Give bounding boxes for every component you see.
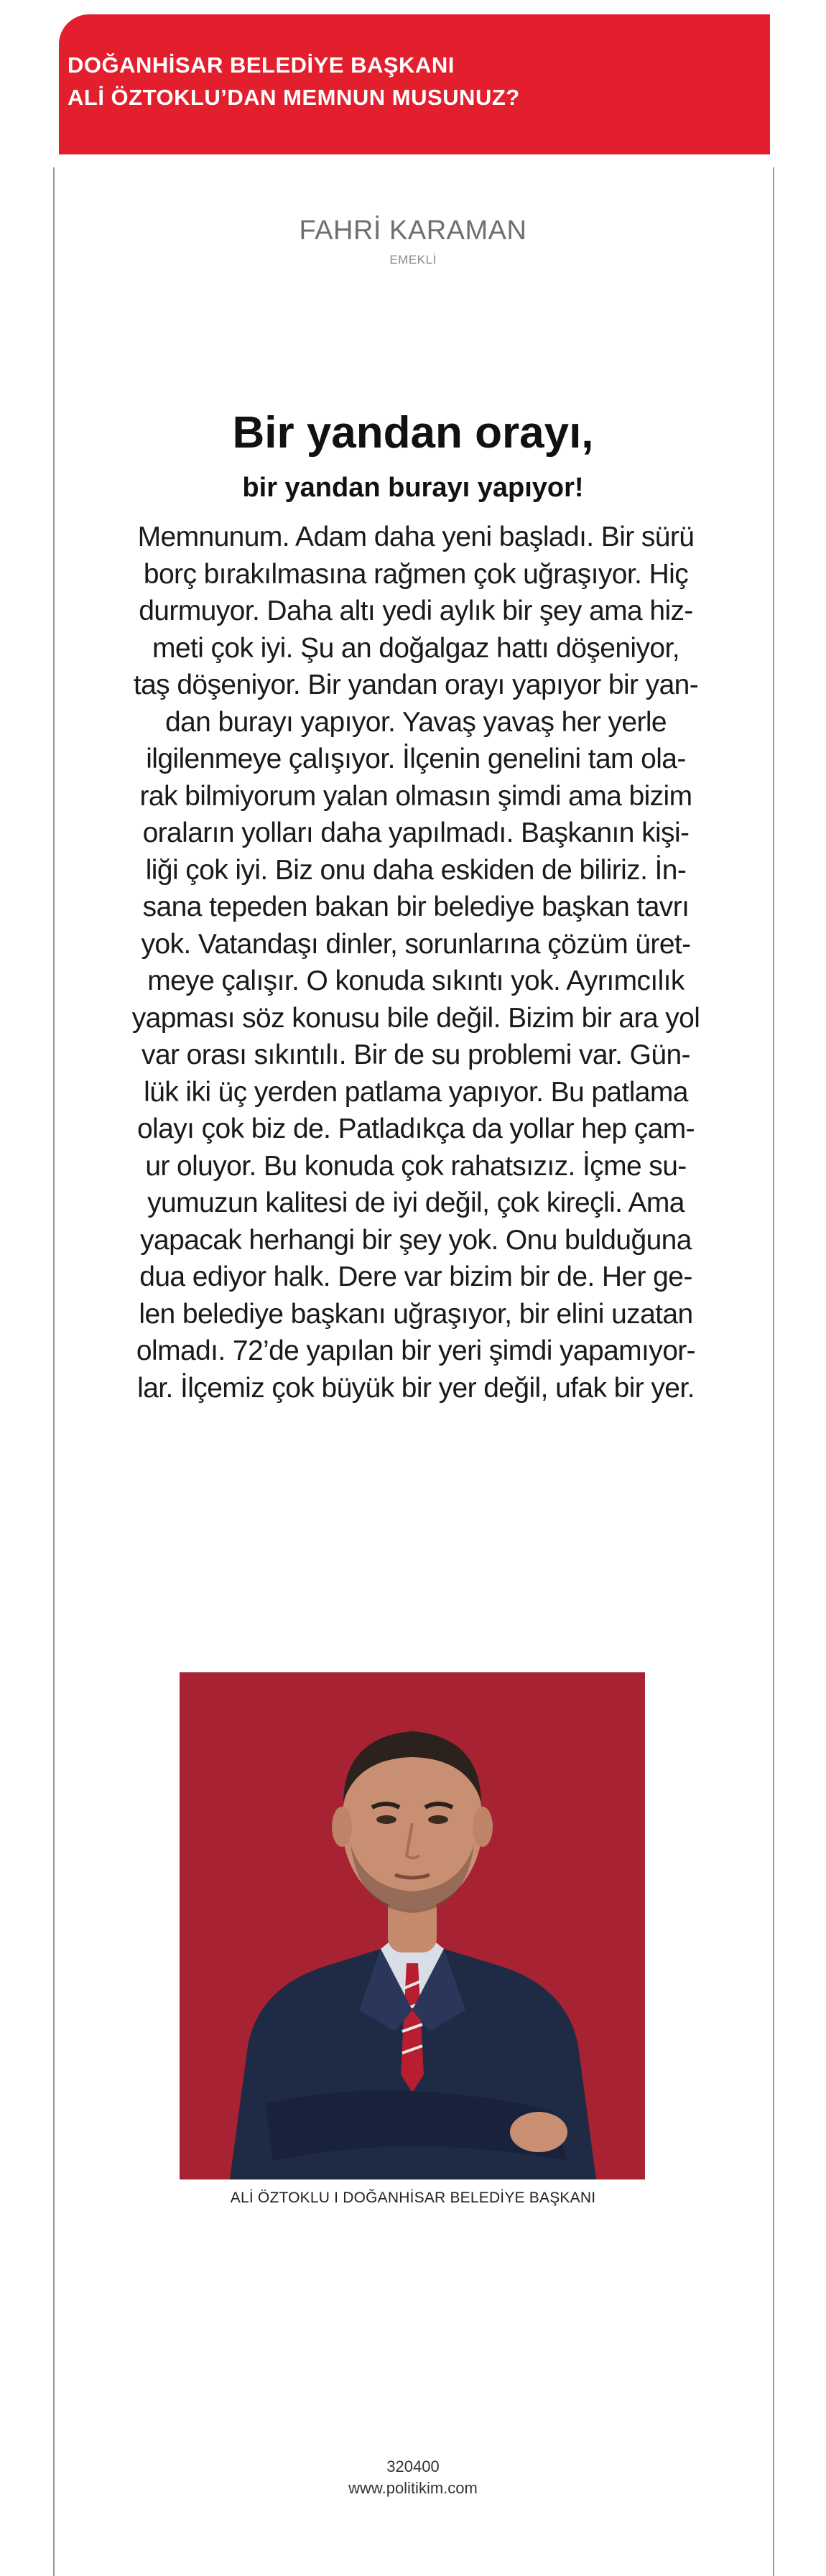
author-role: EMEKLİ (389, 253, 437, 267)
article-body-line: dan burayı yapıyor. Yavaş yavaş her yerle (164, 706, 667, 738)
article-subheadline: bir yandan burayı yapıyor! (242, 473, 584, 503)
article-body-line: olmadı. 72’de yapılan bir yeri şimdi yapamıyor- (136, 1335, 696, 1366)
article-body-line: len belediye başkanı uğraşıyor, bir elini uzatan (139, 1298, 693, 1330)
portrait-illustration (180, 1672, 645, 2179)
article-body-line: Memnunum. Adam daha yeni başladı. Bir sürü (137, 522, 695, 552)
article-body-line: yapacak herhangi bir şey yok. Onu bulduğuna (140, 1224, 692, 1256)
photo-caption: ALİ ÖZTOKLU I DOĞANHİSAR BELEDİYE BAŞKANI (230, 2190, 596, 2206)
article-body-line: olayı çok biz de. Patladıkça da yollar hep çam- (136, 1113, 695, 1144)
right-column-rule (773, 167, 774, 2576)
article-body-line: yumuzun kalitesi de iyi değil, çok kireçli. Ama (147, 1187, 685, 1218)
article-body-line: rak bilmiyorum yalan olmasın şimdi ama bizim (139, 780, 692, 812)
article-body-line: meye çalışır. O konuda sıkıntı yok. Ayrımcılık (147, 965, 685, 996)
article-body-line: ur oluyor. Bu konuda çok rahatsızız. İçme su- (145, 1150, 687, 1182)
footer-number: 320400 (386, 2457, 440, 2475)
article-body-line: lük iki üç yerden patlama yapıyor. Bu patlama (144, 1076, 688, 1108)
article-body (112, 519, 720, 1407)
banner-title-line-1: DOĞANHİSAR BELEDİYE BAŞKANI (68, 52, 455, 78)
portrait-photo (180, 1672, 645, 2179)
article-headline: Bir yandan orayı, (232, 408, 594, 458)
article-body-line: lar. İlçemiz çok büyük bir yer değil, ufak bir yer. (137, 1372, 695, 1404)
article-body-line: var orası sıkıntılı. Bir de su problemi var. Gün- (141, 1039, 690, 1070)
article-body-line: yok. Vatandaşı dinler, sorunlarına çözüm üret- (141, 928, 691, 960)
article-body-line: liği çok iyi. Biz onu daha eskiden de biliriz. İn- (145, 854, 687, 886)
article-body-line: yapması söz konusu bile değil. Bizim bir ara yol (131, 1002, 700, 1034)
author-name: FAHRİ KARAMAN (299, 216, 527, 246)
article-body-line: ilgilenmeye çalışıyor. İlçenin genelini tam ola- (146, 743, 686, 774)
article-body-line: borç bırakılmasına rağmen çok uğraşıyor. Hiç (143, 558, 689, 590)
article-body-line: taş döşeniyor. Bir yandan orayı yapıyor bir yan- (133, 670, 699, 700)
left-column-rule (53, 167, 55, 2576)
footer-website: www.politikim.com (348, 2479, 478, 2497)
article-body-line: sana tepeden bakan bir belediye başkan tavrı (142, 891, 690, 922)
article-body-line: durmuyor. Daha altı yedi aylık bir şey ama hiz- (139, 596, 693, 626)
article-body-line: dua ediyor halk. Dere var bizim bir de. Her ge- (139, 1261, 692, 1292)
banner-title-line-2: ALİ ÖZTOKLU’DAN MEMNUN MUSUNUZ? (68, 85, 520, 110)
article-body-line: meti çok iyi. Şu an doğalgaz hattı döşeniyor, (152, 632, 679, 664)
article-body-line: oraların yolları daha yapılmadı. Başkanın kişi- (142, 817, 690, 848)
